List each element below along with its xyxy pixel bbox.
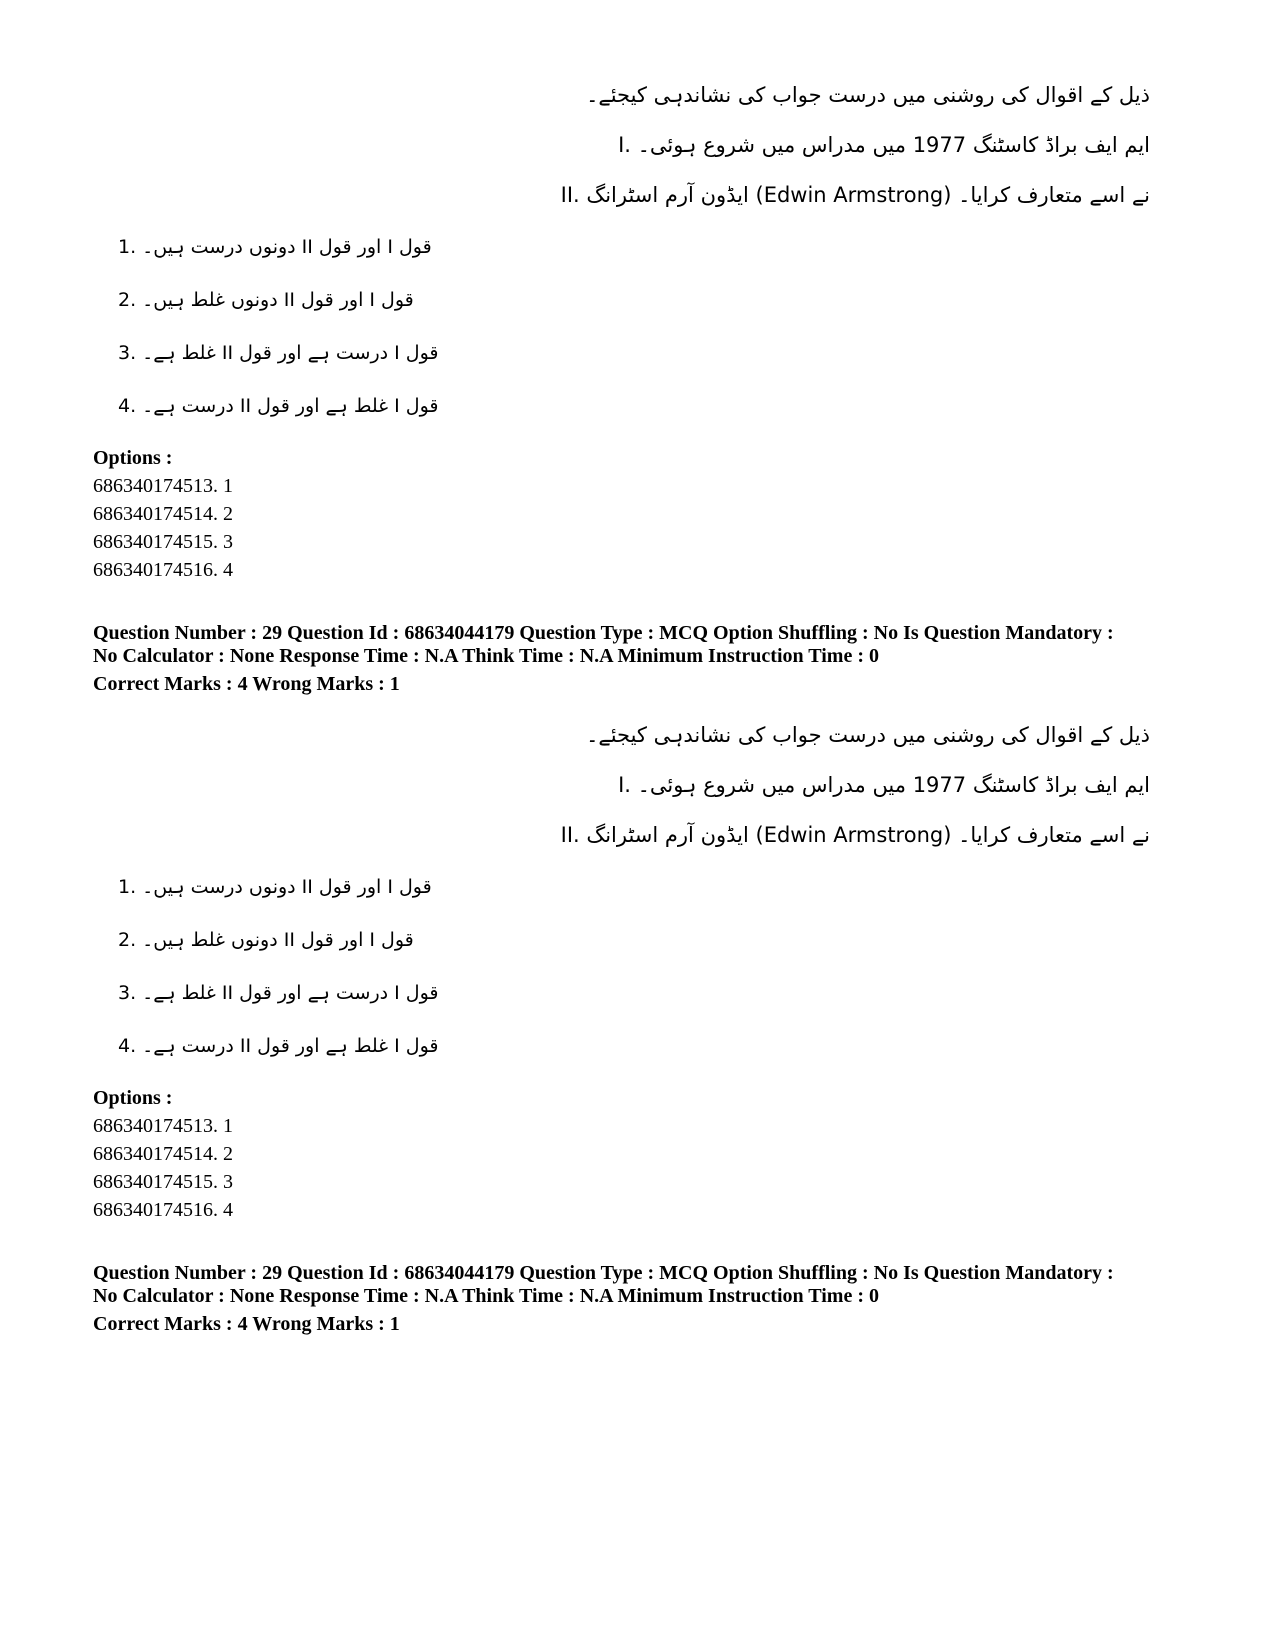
- options-label: Options :: [93, 1087, 173, 1109]
- choice-1: قول I اور قول II دونوں درست ہیں۔ .1: [118, 876, 432, 898]
- question-marks: Correct Marks : 4 Wrong Marks : 1: [93, 673, 400, 695]
- option-id-4: 686340174516. 4: [93, 559, 233, 581]
- choice-4: قول I غلط ہے اور قول II درست ہے۔ .4: [118, 395, 439, 417]
- option-id-2: 686340174514. 2: [93, 503, 233, 525]
- question-statement-1: I. ایم ایف براڈ کاسٹنگ 1977 میں مدراس میں شروع ہوئی۔: [618, 133, 1150, 157]
- choice-4: قول I غلط ہے اور قول II درست ہے۔ .4: [118, 1035, 439, 1057]
- option-id-4: 686340174516. 4: [93, 1199, 233, 1221]
- question-block-1: [0, 0, 1275, 695]
- choice-3: قول I درست ہے اور قول II غلط ہے۔ .3: [118, 982, 439, 1004]
- choice-3: قول I درست ہے اور قول II غلط ہے۔ .3: [118, 342, 439, 364]
- question-statement-2: II. ایڈون آرم اسٹرانگ (Edwin Armstrong) نے اسے متعارف کرایا۔: [560, 183, 1150, 207]
- option-id-1: 686340174513. 1: [93, 1115, 233, 1137]
- options-label: Options :: [93, 447, 173, 469]
- question-meta-line-1: Question Number : 29 Question Id : 68634044179 Question Type : MCQ Option Shuffling : No Is Question Mandatory :: [93, 1262, 1114, 1284]
- option-id-3: 686340174515. 3: [93, 1171, 233, 1193]
- question-statement-2: II. ایڈون آرم اسٹرانگ (Edwin Armstrong) نے اسے متعارف کرایا۔: [560, 823, 1150, 847]
- question-block-2: [0, 640, 1275, 1335]
- option-id-1: 686340174513. 1: [93, 475, 233, 497]
- question-heading: ذیل کے اقوال کی روشنی میں درست جواب کی نشاندہی کیجئے۔: [586, 83, 1150, 107]
- option-id-2: 686340174514. 2: [93, 1143, 233, 1165]
- question-marks: Correct Marks : 4 Wrong Marks : 1: [93, 1313, 400, 1335]
- question-heading: ذیل کے اقوال کی روشنی میں درست جواب کی نشاندہی کیجئے۔: [586, 723, 1150, 747]
- question-meta-line-1: Question Number : 29 Question Id : 68634044179 Question Type : MCQ Option Shuffling : No Is Question Mandatory :: [93, 622, 1114, 644]
- question-meta-line-2: No Calculator : None Response Time : N.A Think Time : N.A Minimum Instruction Time : 0: [93, 645, 879, 667]
- question-meta-line-2: No Calculator : None Response Time : N.A Think Time : N.A Minimum Instruction Time : 0: [93, 1285, 879, 1307]
- option-id-3: 686340174515. 3: [93, 531, 233, 553]
- choice-1: قول I اور قول II دونوں درست ہیں۔ .1: [118, 236, 432, 258]
- choice-2: قول I اور قول II دونوں غلط ہیں۔ .2: [118, 929, 414, 951]
- question-statement-1: I. ایم ایف براڈ کاسٹنگ 1977 میں مدراس میں شروع ہوئی۔: [618, 773, 1150, 797]
- choice-2: قول I اور قول II دونوں غلط ہیں۔ .2: [118, 289, 414, 311]
